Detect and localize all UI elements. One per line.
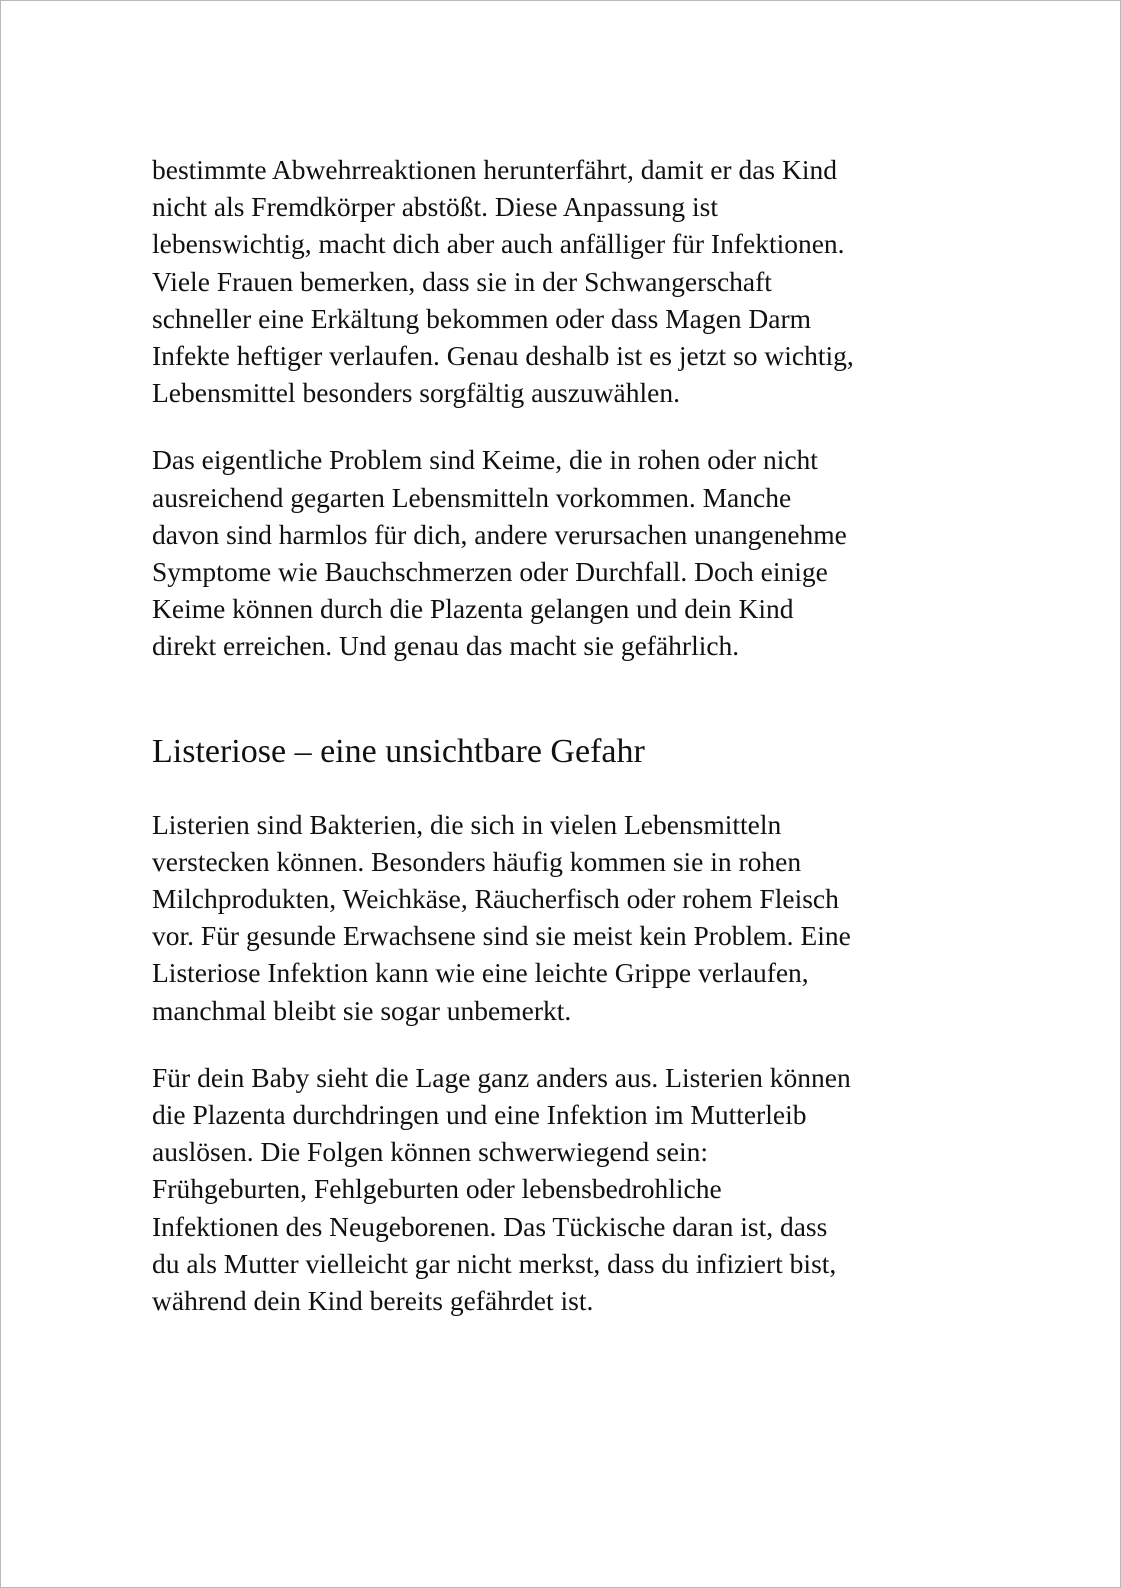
text-line: direkt erreichen. Und genau das macht sie gefährlich.: [152, 630, 740, 662]
paragraph-baby-risk: [152, 1059, 982, 1319]
text-line: lebenswichtig, macht dich aber auch anfälliger für Infektionen.: [152, 228, 845, 260]
text-line: Listeriose Infektion kann wie eine leichte Grippe verlaufen,: [152, 957, 809, 989]
text-line: verstecken können. Besonders häufig kommen sie in rohen: [152, 845, 802, 877]
text-line: manchmal bleibt sie sogar unbemerkt.: [152, 994, 572, 1026]
paragraph-spacer: [152, 1029, 982, 1059]
text-line: vor. Für gesunde Erwachsene sind sie meist kein Problem. Eine: [152, 920, 851, 952]
text-line: ausreichend gegarten Lebensmitteln vorkommen. Manche: [152, 481, 792, 513]
text-line: Listerien sind Bakterien, die sich in vielen Lebensmitteln: [152, 808, 782, 840]
text-line: Milchprodukten, Weichkäse, Räucherfisch oder rohem Fleisch: [152, 883, 839, 915]
paragraph-immune-adaptation: [152, 151, 982, 411]
section-heading: Listeriose – eine unsichtbare Gefahr: [152, 732, 645, 770]
text-line: Das eigentliche Problem sind Keime, die in rohen oder nicht: [152, 444, 818, 476]
text-line: auslösen. Die Folgen können schwerwiegend sein:: [152, 1136, 708, 1168]
text-line: du als Mutter vielleicht gar nicht merkst, dass du infiziert bist,: [152, 1247, 837, 1279]
text-line: Frühgeburten, Fehlgeburten oder lebensbedrohliche: [152, 1173, 722, 1205]
text-line: schneller eine Erkältung bekommen oder dass Magen Darm: [152, 302, 812, 334]
text-line: während dein Kind bereits gefährdet ist.: [152, 1285, 594, 1317]
text-line: die Plazenta durchdringen und eine Infektion im Mutterleib: [152, 1099, 807, 1131]
text-line: davon sind harmlos für dich, andere verursachen unangenehme: [152, 518, 847, 550]
text-line: Viele Frauen bemerken, dass sie in der Schwangerschaft: [152, 265, 772, 297]
text-line: Infekte heftiger verlaufen. Genau deshalb ist es jetzt so wichtig,: [152, 340, 854, 372]
paragraph-listeria-intro: [152, 806, 982, 1029]
text-line: Infektionen des Neugeborenen. Das Tückische daran ist, dass: [152, 1210, 828, 1242]
paragraph-germs-problem: [152, 441, 982, 664]
text-line: Für dein Baby sieht die Lage ganz anders aus. Listerien können: [152, 1061, 851, 1093]
text-line: bestimmte Abwehrreaktionen herunterfährt, damit er das Kind: [152, 154, 837, 185]
page-content: [152, 151, 982, 1319]
section-spacer: [152, 665, 982, 732]
text-line: nicht als Fremdkörper abstößt. Diese Anpassung ist: [152, 191, 718, 223]
paragraph-spacer: [152, 411, 982, 441]
text-line: Keime können durch die Plazenta gelangen und dein Kind: [152, 593, 794, 625]
text-line: Symptome wie Bauchschmerzen oder Durchfall. Doch einige: [152, 556, 828, 588]
text-line: Lebensmittel besonders sorgfältig auszuwählen.: [152, 377, 680, 409]
heading-spacer: [152, 772, 982, 806]
